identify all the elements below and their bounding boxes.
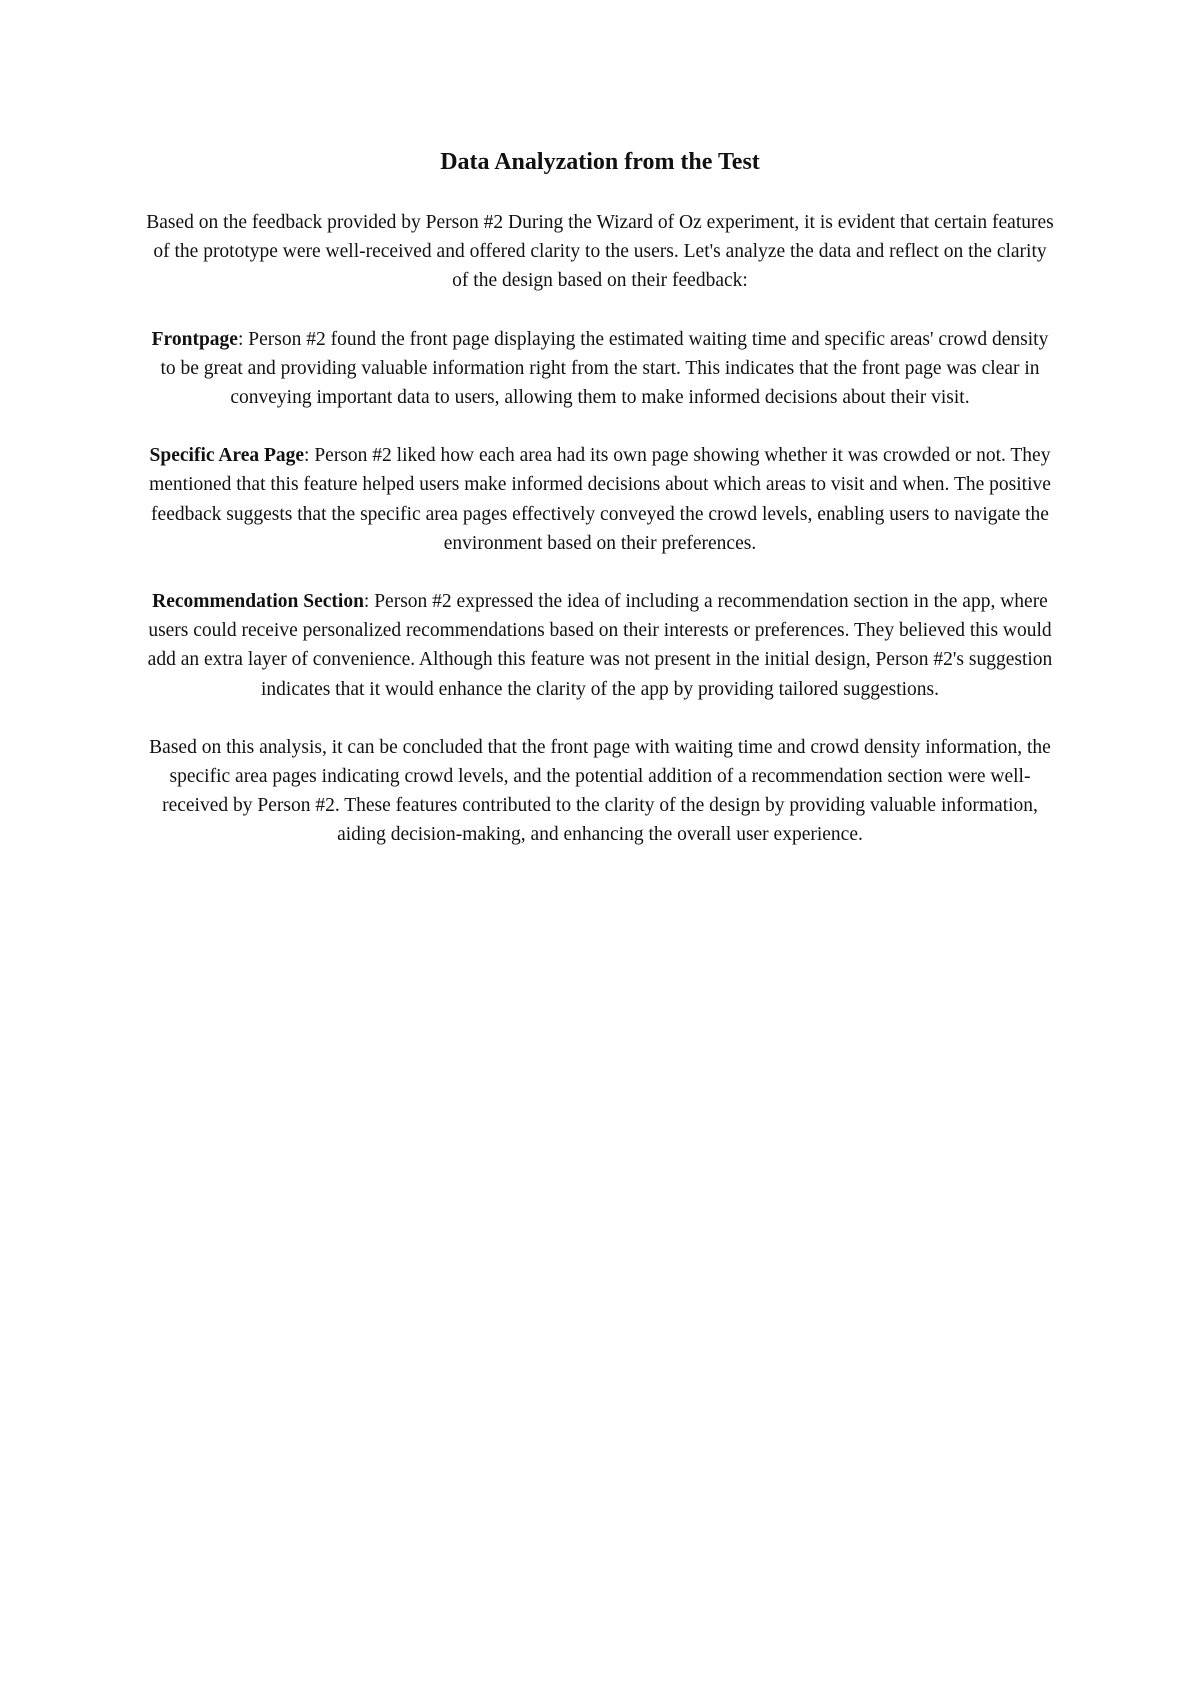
conclusion-paragraph: Based on this analysis, it can be concluded that the front page with waiting time and crowd density information, the specific area pages indicating crowd levels, and the potential addition of a recommendation section were well-received by Person #2. These features contributed to the clarity of the design by providing valuable information, aiding decision-making, and enhancing the overall user experience. (149, 736, 1051, 846)
section-body-frontpage: : Person #2 found the front page displaying the estimated waiting time and specific areas' crowd density to be great and providing valuable information right from the start. This indicates that the front page was clear in conveying important data to users, allowing them to make informed decisions about their visit. (160, 328, 1049, 409)
section-heading-frontpage: Frontpage (151, 328, 238, 350)
section-heading-specific-area-page: Specific Area Page (149, 445, 305, 467)
section-heading-recommendation: Recommendation Section (152, 591, 364, 613)
section-specific-area-page (146, 441, 1054, 558)
document-title: Data Analyzation from the Test (440, 149, 760, 175)
section-recommendation (146, 587, 1054, 704)
section-body-specific-area-page: : Person #2 liked how each area had its own page showing whether it was crowded or not. They mentioned that this feature helped users make informed decisions about which areas to visit and when. The positive feedback suggests that the specific area pages effectively conveyed the crowd levels, enabling users to navigate the environment based on their preferences. (149, 445, 1051, 554)
section-body-recommendation: : Person #2 expressed the idea of including a recommendation section in the app, where users could receive personalized recommendations based on their interests or preferences. They believed this would add an extra layer of convenience. Although this feature was not present in the initial design, Person #2's suggestion indicates that it would enhance the clarity of the app by providing tailored suggestions. (147, 591, 1053, 700)
intro-paragraph: Based on the feedback provided by Person #2 During the Wizard of Oz experiment, it is evident that certain features of the prototype were well-received and offered clarity to the users. Let's analyze the data and reflect on the clarity of the design based on their feedback: (146, 212, 1054, 292)
section-frontpage (146, 325, 1054, 413)
